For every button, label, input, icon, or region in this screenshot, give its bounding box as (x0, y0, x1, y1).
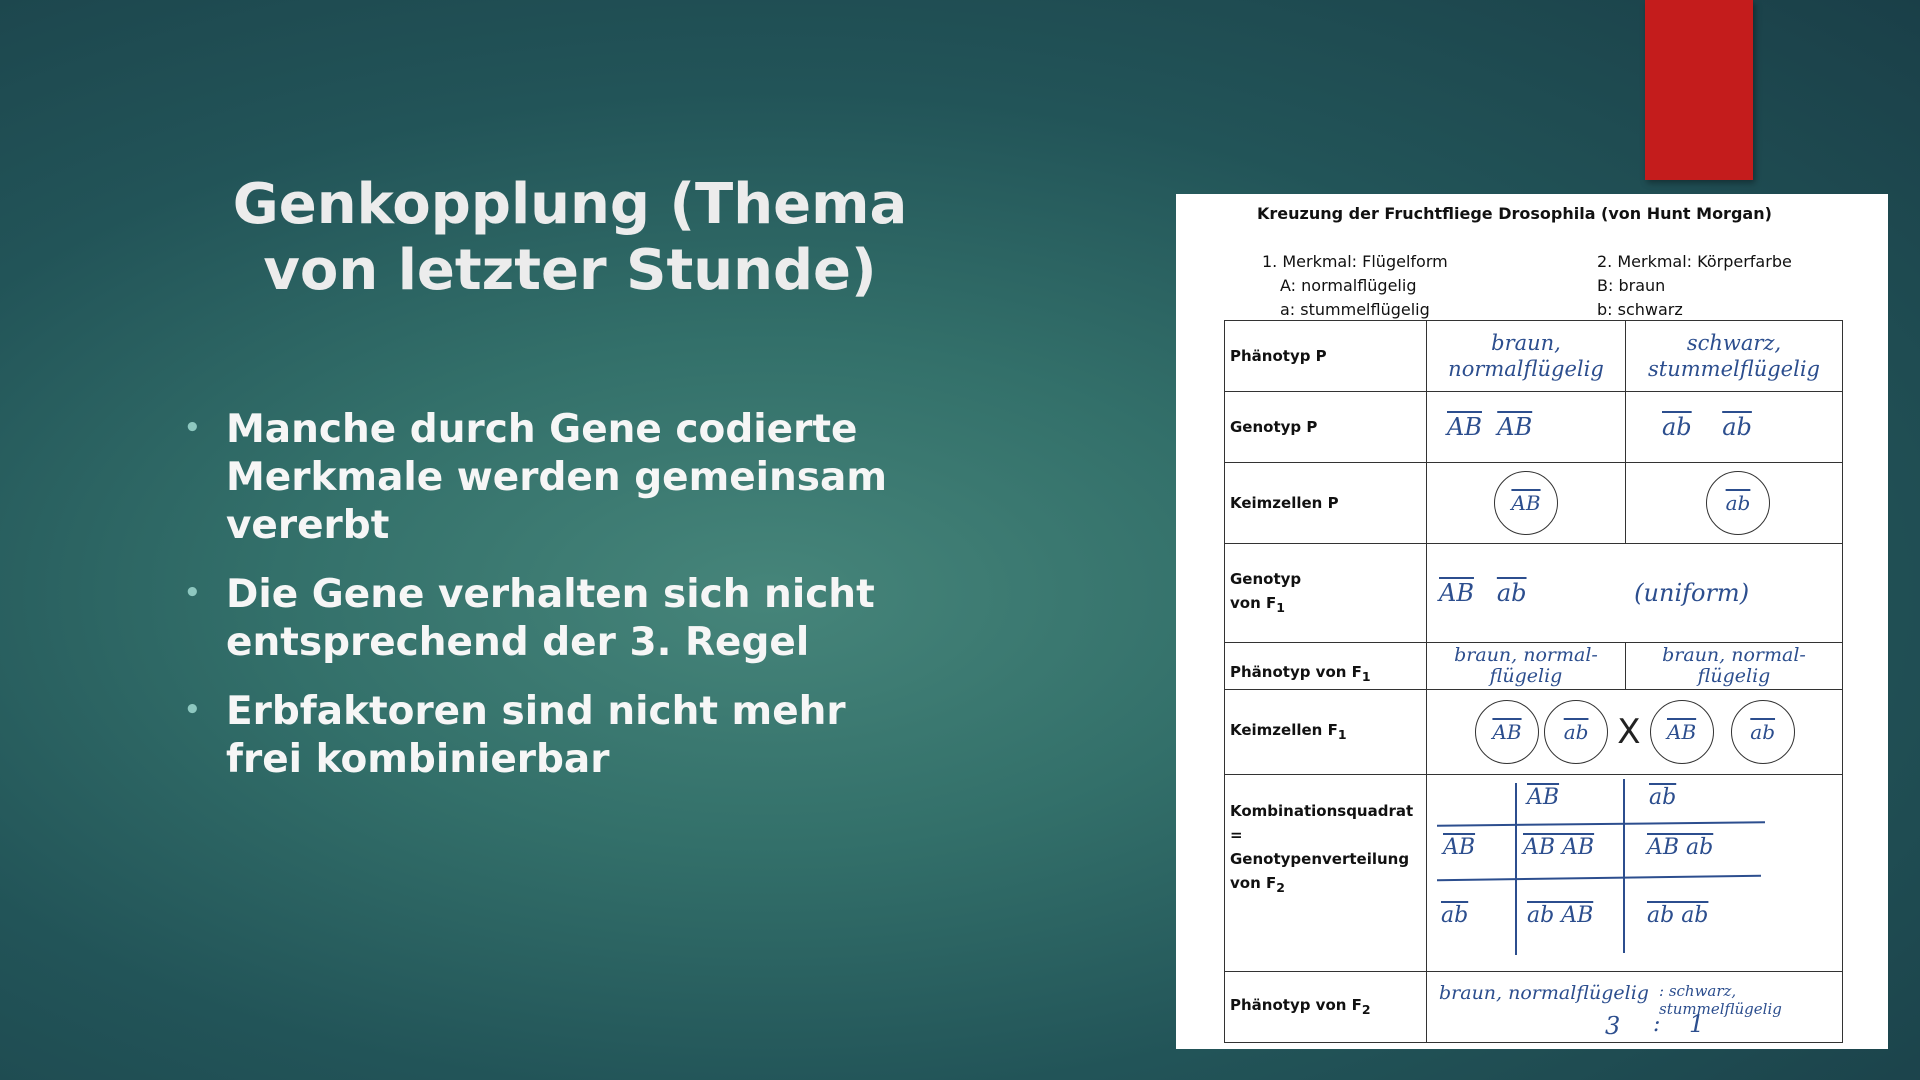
bullet-item (184, 688, 926, 784)
gamete-label: $\overline{ab}$ (1725, 491, 1751, 515)
punnett-line (1623, 779, 1625, 953)
feature-1-block (1262, 250, 1448, 322)
phaenotyp-p-left: braun, normalflügelig (1427, 321, 1626, 392)
punnett-col-header-1: $\overline{AB}$ (1527, 785, 1560, 810)
bullet-item (184, 406, 926, 550)
label-keimzellen-f1-text: Keimzellen F (1230, 720, 1338, 739)
feature-1-heading: 1. Merkmal: Flügelform (1262, 252, 1448, 271)
punnett-row-header-1: $\overline{AB}$ (1443, 835, 1476, 860)
keimzellen-p-left (1427, 463, 1626, 544)
cross-x-icon: X (1617, 712, 1641, 752)
bullet-dot-icon: • (184, 695, 201, 725)
gamete-circle (1650, 700, 1714, 764)
punnett-cell-21: ab AB (1527, 903, 1594, 928)
punnett-cell-11: AB AB (1523, 835, 1595, 860)
gamete-label: $\overline{ab}$ (1750, 720, 1776, 744)
label-kq-line3: von F (1230, 874, 1277, 892)
genotype-right-1: $\overline{ab}$ (1662, 413, 1692, 441)
label-kombinationsquadrat (1225, 775, 1427, 972)
bullet-text: Manche durch Gene codierte Merkmale werden gemeinsam vererbt (226, 407, 887, 548)
label-kq-line2: Genotypenverteilung (1230, 850, 1410, 868)
phaenotyp-f2-values (1427, 972, 1843, 1043)
keimzellen-p-right (1626, 463, 1843, 544)
gamete-circle (1475, 700, 1539, 764)
label-keimzellen-f1-sub: 1 (1337, 726, 1347, 742)
genotype-f1-note: (uniform) (1634, 579, 1750, 607)
bullet-text: Die Gene verhalten sich nicht entsprechend der 3. Regel (226, 572, 875, 665)
punnett-row-header-2: $\overline{ab}$ (1441, 903, 1469, 928)
feature-2-allele-dominant: B: braun (1597, 276, 1666, 295)
gamete-label: $\overline{ab}$ (1563, 720, 1589, 744)
ratio-left: 3 (1605, 1012, 1621, 1040)
row-genotyp-f1 (1225, 544, 1843, 643)
phaenotyp-f1-right: braun, normal-flügelig (1626, 643, 1843, 690)
genotyp-f1-values (1427, 544, 1843, 643)
bullet-item (184, 571, 926, 667)
keimzellen-f1-values (1427, 690, 1843, 775)
gamete-circle (1494, 471, 1558, 535)
gamete-label: $\overline{AB}$ (1492, 720, 1522, 744)
genotype-f1-1: $\overline{AB}$ (1439, 579, 1474, 607)
gamete-circle (1544, 700, 1608, 764)
row-keimzellen-f1 (1225, 690, 1843, 775)
feature-2-heading: 2. Merkmal: Körperfarbe (1597, 252, 1792, 271)
gamete-label: $\overline{AB}$ (1667, 720, 1697, 744)
feature-1-allele-dominant: A: normalflügelig (1280, 276, 1417, 295)
label-phaenotyp-f1-text: Phänotyp von F (1230, 663, 1362, 681)
row-phaenotyp-p (1225, 321, 1843, 392)
genotype-f1-2: $\overline{ab}$ (1496, 579, 1527, 607)
label-phaenotyp-f2-text: Phänotyp von F (1230, 995, 1362, 1014)
row-phaenotyp-f1 (1225, 643, 1843, 690)
punnett-square (1427, 775, 1843, 972)
red-accent-tab (1645, 0, 1753, 180)
genotype-right-2: $\overline{ab}$ (1722, 413, 1752, 441)
feature-2-allele-recessive: b: schwarz (1597, 300, 1683, 319)
label-phaenotyp-f1-sub: 1 (1361, 669, 1371, 684)
phaenotyp-p-right: schwarz, stummelflügelig (1626, 321, 1843, 392)
phaenotyp-f2-drawing (1427, 974, 1842, 1040)
label-phaenotyp-f2 (1225, 972, 1427, 1043)
label-keimzellen-f1 (1225, 690, 1427, 775)
feature-2-block (1597, 250, 1792, 322)
phaenotyp-f2-left: braun, normalflügelig (1439, 982, 1649, 1004)
genotyp-p-left (1427, 392, 1626, 463)
slide-title: Genkopplung (Thema von letzter Stunde) (232, 172, 908, 303)
ratio-right: 1 (1689, 1010, 1705, 1038)
row-genotyp-p (1225, 392, 1843, 463)
genotype-left-1: $\overline{AB}$ (1447, 413, 1482, 441)
label-phaenotyp-p: Phänotyp P (1225, 321, 1427, 392)
label-kq-line1: Kombinationsquadrat = (1230, 802, 1414, 844)
worksheet-title: Kreuzung der Fruchtfliege Drosophila (von Hunt Morgan) (1257, 204, 1772, 223)
bullet-dot-icon: • (184, 578, 201, 608)
ratio-separator: : (1653, 1012, 1661, 1037)
row-keimzellen-p (1225, 463, 1843, 544)
phaenotyp-f1-left: braun, normal-flügelig (1427, 643, 1626, 690)
punnett-cell-22: ab ab (1647, 903, 1709, 928)
punnett-col-header-2: $\overline{ab}$ (1649, 785, 1677, 810)
gamete-circle (1706, 471, 1770, 535)
label-genotyp-p: Genotyp P (1225, 392, 1427, 463)
bullet-text: Erbfaktoren sind nicht mehr frei kombinierbar (226, 689, 846, 782)
row-phaenotyp-f2 (1225, 972, 1843, 1043)
label-genotyp-f1-line2: von F (1230, 593, 1277, 612)
row-kombinationsquadrat (1225, 775, 1843, 972)
punnett-cell-12: AB ab (1647, 835, 1714, 860)
label-genotyp-f1 (1225, 544, 1427, 643)
genotype-left-2: $\overline{AB}$ (1497, 413, 1533, 441)
phaenotyp-f2-right: : schwarz, stummelflügelig (1659, 982, 1782, 1018)
label-genotyp-f1-line1: Genotyp (1230, 569, 1302, 588)
label-genotyp-f1-sub: 1 (1276, 599, 1285, 615)
bullet-dot-icon: • (184, 413, 201, 443)
bullet-list (184, 406, 926, 805)
gamete-label: $\overline{AB}$ (1511, 491, 1541, 515)
genotyp-p-right (1626, 392, 1843, 463)
worksheet-image (1176, 194, 1888, 1049)
punnett-square-drawing (1427, 775, 1842, 971)
label-kq-sub: 2 (1276, 880, 1285, 895)
punnett-line (1437, 821, 1765, 826)
punnett-line (1437, 875, 1761, 882)
label-phaenotyp-f1 (1225, 643, 1427, 690)
label-phaenotyp-f2-sub: 2 (1361, 1001, 1371, 1017)
punnett-line (1515, 783, 1517, 955)
cross-table (1224, 320, 1843, 1043)
gamete-circle (1731, 700, 1795, 764)
label-keimzellen-p: Keimzellen P (1225, 463, 1427, 544)
feature-1-allele-recessive: a: stummelflügelig (1280, 300, 1430, 319)
